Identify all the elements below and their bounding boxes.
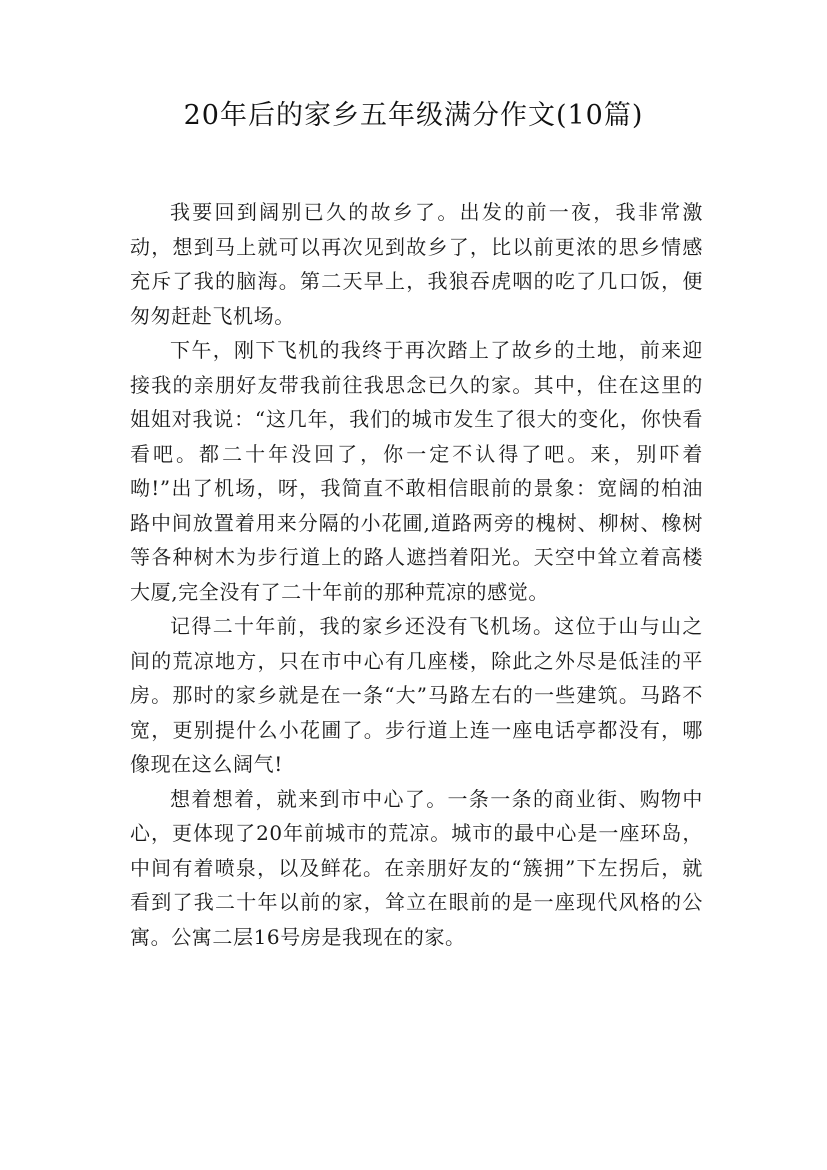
paragraph-1: 我要回到阔别已久的故乡了。出发的前一夜，我非常激动，想到马上就可以再次见到故乡了，比以前更浓的思乡情感充斥了我的脑海。第二天早上，我狼吞虎咽的吃了几口饭，便匆匆赶赴飞机场。 [130,200,703,328]
paragraph-3: 记得二十年前，我的家乡还没有飞机场。这位于山与山之间的荒凉地方，只在市中心有几座楼，除此之外尽是低洼的平房。那时的家乡就是在一条“大”马路左右的一些建筑。马路不宽，更别提什么小花圃了。步行道上连一座电话亭都没有，哪像现在这么阔气! [130,614,703,776]
document-title: 20年后的家乡五年级满分作文(10篇) [183,100,644,131]
paragraph-4: 想着想着，就来到市中心了。一条一条的商业街、购物中心，更体现了20年前城市的荒凉。城市的最中心是一座环岛，中间有着喷泉，以及鲜花。在亲朋好友的“簇拥”下左拐后，就看到了我二十年以前的家，耸立在眼前的是一座现代风格的公寓。公寓二层16号房是我现在的家。 [130,786,703,949]
paragraph-2: 下午，刚下飞机的我终于再次踏上了故乡的土地，前来迎接我的亲朋好友带我前往我思念已久的家。其中，住在这里的姐姐对我说：“这几年，我们的城市发生了很大的变化，你快看看吧。都二十年没回了，你一定不认得了吧。来，别吓着呦!”出了机场，呀，我简直不敢相信眼前的景象：宽阔的柏油路中间放置着用来分隔的小花圃,道路两旁的槐树、柳树、橡树等各种树木为步行道上的路人遮挡着阳光。天空中耸立着高楼大厦,完全没有了二十年前的那种荒凉的感觉。 [130,338,703,604]
essay-body [130,195,703,954]
